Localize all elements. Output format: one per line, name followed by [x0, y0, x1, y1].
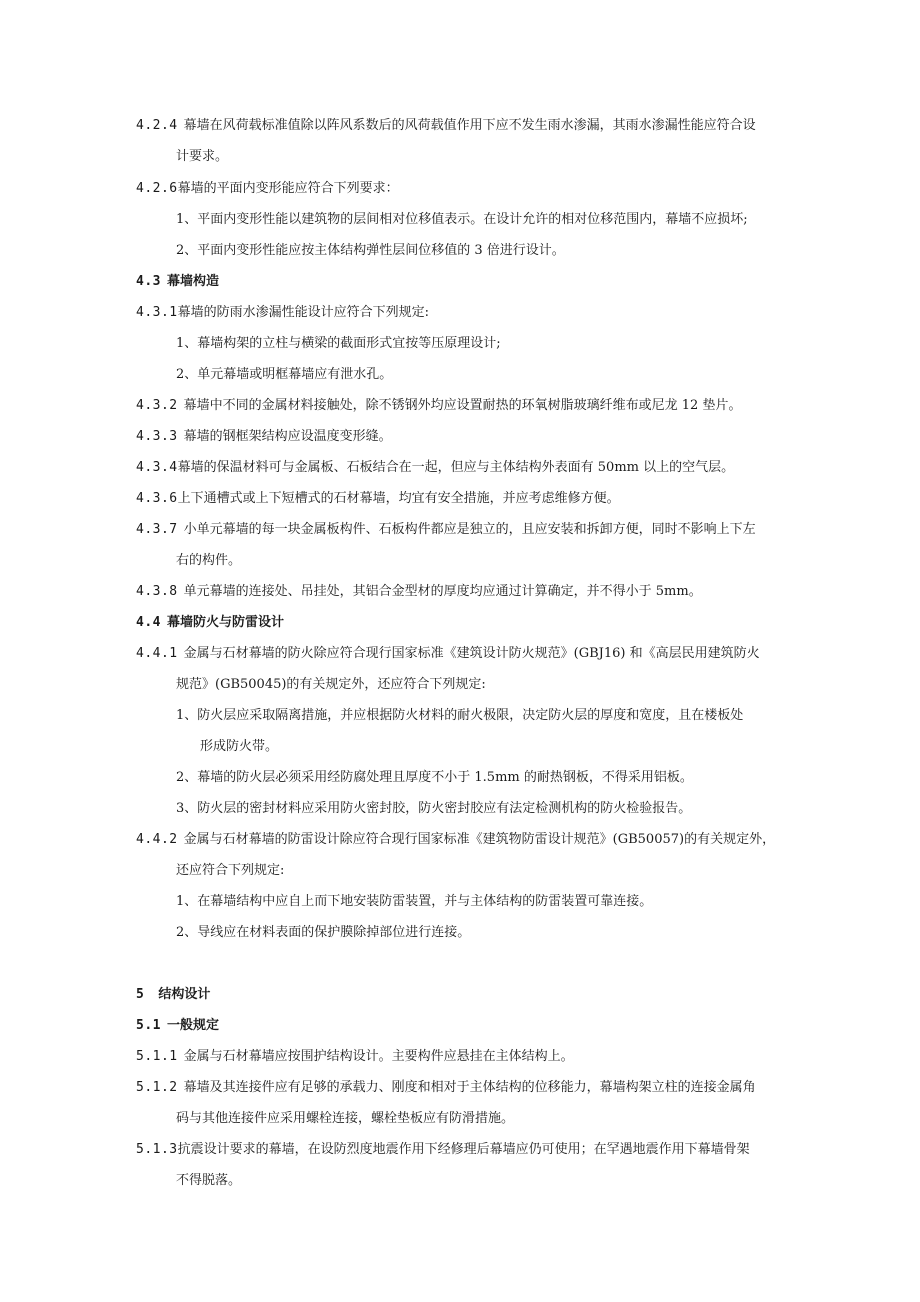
list-item [176, 924, 470, 942]
clause-5-1-3 [136, 1141, 750, 1159]
clause-text: 计要求。 [176, 149, 229, 164]
clause-number: 4.3.7 [136, 522, 178, 537]
section-number: 5.1 [136, 1018, 161, 1033]
section-title: 幕墙构造 [166, 274, 219, 289]
chapter-heading-5 [136, 986, 210, 1004]
clause-continuation [176, 862, 284, 880]
clause-text: 码与其他连接件应采用螺栓连接，螺栓垫板应有防滑措施。 [176, 1111, 515, 1126]
list-item [176, 707, 743, 725]
clause-4-3-2 [136, 397, 741, 415]
clause-text: 单元幕墙的连接处、吊挂处，其铝合金型材的厚度均应通过计算确定，并不得小于 5mm。 [183, 584, 702, 599]
clause-text: 幕墙的防雨水渗漏性能设计应符合下列规定: [177, 305, 430, 320]
clause-number: 4.3.3 [136, 429, 178, 444]
clause-4-3-1 [136, 304, 429, 322]
list-item-text: 2、单元幕墙或明框幕墙应有泄水孔。 [176, 367, 393, 382]
list-item [176, 211, 748, 229]
clause-text: 不得脱落。 [176, 1173, 242, 1188]
clause-number: 5.1.2 [136, 1080, 178, 1095]
list-item [176, 366, 392, 384]
list-item-continuation [200, 738, 278, 756]
clause-4-3-6 [136, 490, 620, 508]
clause-text: 金属与石材幕墙的防火除应符合现行国家标准《建筑设计防火规范》(GBJ16) 和《高层民用建筑防火 [183, 646, 760, 661]
clause-4-2-4 [136, 117, 756, 135]
section-title: 一般规定 [166, 1018, 219, 1033]
clause-5-1-1 [136, 1048, 574, 1066]
list-item-text: 3、防火层的密封材料应采用防火密封胶，防火密封胶应有法定检测机构的防火检验报告。 [176, 801, 692, 816]
clause-text: 金属与石材幕墙的防雷设计除应符合现行国家标准《建筑物防雷设计规范》(GB50057)的有关规定外， [183, 832, 776, 847]
list-item [176, 800, 691, 818]
clause-5-1-2 [136, 1079, 756, 1097]
list-item-text: 2、导线应在材料表面的保护膜除掉部位进行连接。 [176, 925, 471, 940]
clause-text: 小单元幕墙的每一块金属板构件、石板构件都应是独立的，且应安装和拆卸方便，同时不影响上下左 [183, 522, 756, 537]
list-item [176, 893, 652, 911]
clause-text: 幕墙的平面内变形能应符合下列要求： [177, 181, 399, 196]
clause-text: 右的构件。 [176, 553, 242, 568]
clause-number: 4.3.2 [136, 398, 178, 413]
clause-number: 4.3.1 [136, 305, 178, 320]
clause-number: 5.1.3 [136, 1142, 178, 1157]
clause-4-3-4 [136, 459, 734, 477]
section-heading-4-4 [136, 614, 284, 632]
list-item [176, 242, 565, 260]
clause-4-3-7 [136, 521, 756, 539]
clause-text: 规范》(GB50045)的有关规定外，还应符合下列规定: [176, 677, 486, 692]
clause-4-4-2 [136, 831, 775, 849]
clause-number: 4.3.6 [136, 491, 178, 506]
list-item-text: 形成防火带。 [200, 739, 279, 754]
list-item [176, 335, 501, 353]
clause-continuation [176, 1172, 241, 1190]
section-number: 4.4 [136, 615, 161, 630]
clause-number: 4.4.2 [136, 832, 178, 847]
section-number: 4.3 [136, 274, 161, 289]
clause-number: 5.1.1 [136, 1049, 178, 1064]
list-item-text: 1、平面内变形性能以建筑物的层间相对位移值表示。在设计允许的相对位移范围内，幕墙不应损坏; [176, 212, 748, 227]
chapter-number: 5 [136, 987, 145, 1002]
clause-4-3-8 [136, 583, 702, 601]
clause-text: 金属与石材幕墙应按围护结构设计。主要构件应悬挂在主体结构上。 [183, 1049, 574, 1064]
clause-number: 4.4.1 [136, 646, 178, 661]
chapter-title: 结构设计 [158, 987, 211, 1002]
clause-4-3-3 [136, 428, 392, 446]
list-item-text: 1、在幕墙结构中应自上而下地安装防雷装置，并与主体结构的防雷装置可靠连接。 [176, 894, 653, 909]
list-item-text: 2、幕墙的防火层必须采用经防腐处理且厚度不小于 1.5mm 的耐热钢板，不得采用铝板。 [176, 770, 693, 785]
clause-continuation [176, 552, 241, 570]
clause-number: 4.2.4 [136, 118, 178, 133]
clause-text: 幕墙中不同的金属材料接触处，除不锈钢外均应设置耐热的环氧树脂玻璃纤维布或尼龙 12 垫片。 [183, 398, 742, 413]
clause-continuation [176, 1110, 514, 1128]
clause-number: 4.3.8 [136, 584, 178, 599]
list-item-text: 2、平面内变形性能应按主体结构弹性层间位移值的 3 倍进行设计。 [176, 243, 565, 258]
list-item-text: 1、防火层应采取隔离措施，并应根据防火材料的耐火极限，决定防火层的厚度和宽度，且在楼板处 [176, 708, 744, 723]
clause-text: 上下通槽式或上下短槽式的石材幕墙，均宜有安全措施，并应考虑维修方便。 [177, 491, 620, 506]
list-item [176, 769, 693, 787]
clause-number: 4.3.4 [136, 460, 178, 475]
clause-number: 4.2.6 [136, 181, 178, 196]
clause-continuation [176, 676, 486, 694]
clause-text: 幕墙在风荷载标准值除以阵风系数后的风荷载值作用下应不发生雨水渗漏，其雨水渗漏性能应符合设 [183, 118, 756, 133]
clause-text: 抗震设计要求的幕墙，在设防烈度地震作用下经修理后幕墙应仍可使用；在罕遇地震作用下幕墙骨架 [177, 1142, 750, 1157]
clause-text: 幕墙的钢框架结构应设温度变形缝。 [183, 429, 392, 444]
clause-text: 幕墙及其连接件应有足够的承载力、刚度和相对于主体结构的位移能力，幕墙构架立柱的连接金属角 [183, 1080, 756, 1095]
section-heading-5-1 [136, 1017, 219, 1035]
clause-continuation [176, 148, 228, 166]
section-title: 幕墙防火与防雷设计 [166, 615, 284, 630]
clause-4-4-1 [136, 645, 760, 663]
clause-4-2-6 [136, 180, 399, 198]
clause-text: 幕墙的保温材料可与金属板、石板结合在一起，但应与主体结构外表面有 50mm 以上的空气层。 [177, 460, 735, 475]
clause-text: 还应符合下列规定: [176, 863, 285, 878]
section-heading-4-3 [136, 273, 219, 291]
list-item-text: 1、幕墙构架的立柱与横梁的截面形式宜按等压原理设计; [176, 336, 501, 351]
